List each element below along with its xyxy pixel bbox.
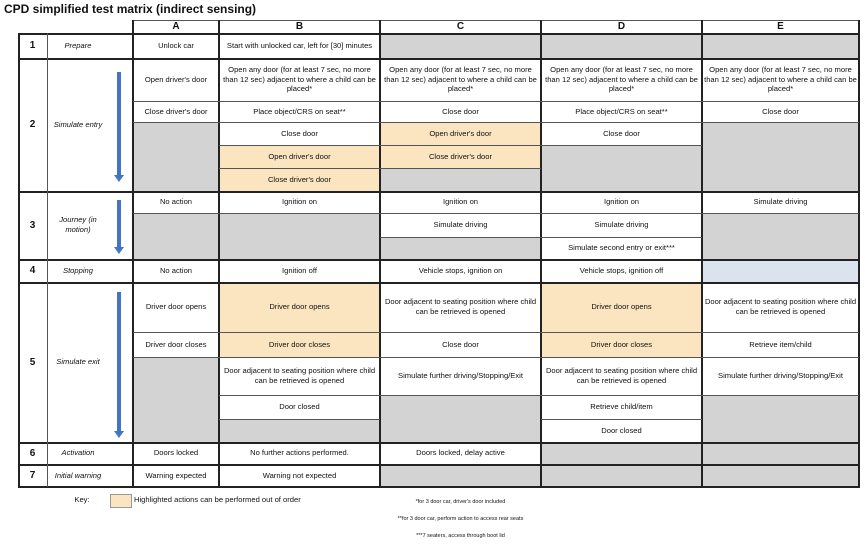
grid-line [133, 332, 859, 333]
cell-4a: No action [159, 265, 193, 275]
cell-3e-empty [702, 213, 859, 259]
cell-4b: Ignition off [282, 265, 317, 275]
row-number-1: 1 [29, 40, 36, 51]
cell-7a: Warning expected [145, 470, 207, 480]
grid-line [219, 419, 380, 420]
grid-line [219, 145, 702, 146]
grid-line [18, 191, 859, 193]
grid-line [540, 20, 542, 488]
grid-line [133, 122, 859, 123]
cell-1c-empty [380, 33, 541, 58]
grid-line [379, 20, 381, 488]
sheet-title: CPD simplified test matrix (indirect sensing) [4, 2, 257, 16]
cell-5b-empty [219, 419, 380, 442]
cell-3d-3: Simulate second entry or exit*** [568, 243, 675, 253]
grid-line [133, 213, 859, 214]
grid-line [133, 101, 859, 102]
cell-5b-2: Driver door closes [219, 332, 380, 357]
cell-3c-2: Simulate driving [433, 220, 488, 230]
cell-5e-1: Door adjacent to seating position where child can be retrieved is opened [704, 297, 857, 316]
cell-5d-4: Retrieve child/item [590, 402, 653, 412]
row-number-3: 3 [29, 219, 36, 231]
down-arrow-icon [114, 72, 124, 182]
column-header-a: A [172, 21, 180, 32]
row-label-journey: Journey (in motion) [59, 215, 97, 234]
cell-4d: Vehicle stops, ignition off [579, 265, 664, 275]
cell-5a-empty [133, 357, 219, 442]
grid-line [133, 357, 859, 358]
cell-7c-empty [380, 464, 541, 487]
cell-5a-1: Driver door opens [145, 302, 207, 312]
row-label-prepare: Prepare [64, 40, 92, 50]
cell-2a-2: Close driver's door [144, 106, 208, 116]
cell-2c-2: Close door [442, 106, 479, 116]
row-label-stopping: Stopping [63, 265, 93, 275]
cell-3a-1: No action [159, 197, 193, 207]
cell-2d-3: Close door [603, 128, 640, 138]
cell-3e-1: Simulate driving [753, 197, 808, 207]
cell-6d-empty [541, 442, 702, 464]
grid-line [219, 395, 859, 396]
cell-1e-empty [702, 33, 859, 58]
cell-2e-1: Open any door (for at least 7 sec, no more than 12 sec) adjacent to where a child can be placed* [704, 64, 857, 94]
down-arrow-icon [114, 292, 124, 438]
column-header-d: D [617, 21, 626, 32]
grid-line [47, 33, 48, 487]
cell-7b: Warning not expected [262, 470, 337, 480]
cell-4e-empty [702, 259, 859, 282]
cell-2b-4: Open driver's door [219, 145, 380, 168]
grid-line [218, 20, 220, 488]
grid-line [133, 20, 859, 21]
grid-line [541, 419, 702, 420]
cell-2b-5: Close driver's door [219, 168, 380, 191]
column-header-b: B [295, 21, 304, 32]
cell-2e-empty [702, 122, 859, 191]
grid-line [701, 20, 703, 488]
cell-3c-empty [380, 237, 541, 259]
cell-3d-2: Simulate driving [594, 220, 649, 230]
cell-5a-2: Driver door closes [145, 339, 207, 349]
grid-line [18, 442, 859, 444]
grid-line [18, 282, 859, 284]
cell-5d-1: Driver door opens [541, 282, 702, 332]
cell-6e-empty [702, 442, 859, 464]
cell-2c-3: Open driver's door [380, 122, 541, 145]
row-number-2: 2 [29, 119, 36, 130]
cell-2b-1: Open any door (for at least 7 sec, no more than 12 sec) adjacent to where a child can be placed* [223, 64, 376, 94]
cell-5b-3: Door adjacent to seating position where child can be retrieved is opened [223, 366, 376, 385]
row-number-6: 6 [29, 447, 36, 459]
grid-line [18, 486, 859, 488]
key-highlight-swatch [110, 494, 132, 508]
grid-line [18, 33, 20, 488]
cell-3b-empty [219, 213, 380, 259]
row-label-simulate-exit: Simulate exit [56, 357, 100, 367]
cell-2a-empty [133, 122, 219, 191]
cell-5d-2: Driver door closes [541, 332, 702, 357]
footnote-3: ***7 seaters, access through boot lid [416, 533, 505, 540]
cell-6c: Doors locked, delay active [416, 448, 505, 458]
row-number-5: 5 [29, 356, 36, 368]
cell-5e-2: Retrieve item/child [749, 339, 812, 349]
row-label-simulate-entry: Simulate entry [53, 119, 103, 129]
cell-2d-2: Place object/CRS on seat** [575, 106, 668, 116]
cell-6b: No further actions performed. [250, 448, 349, 458]
cell-5b-4: Door closed [279, 402, 320, 412]
cell-2c-4: Close driver's door [380, 145, 541, 168]
cell-4c: Vehicle stops, ignition on [418, 265, 503, 275]
grid-line [380, 237, 702, 238]
cell-2c-empty [380, 168, 541, 191]
cell-2a-1: Open driver's door [144, 74, 208, 84]
row-label-initial-warning: Initial warning [54, 470, 102, 480]
cell-5e-3: Simulate further driving/Stopping/Exit [718, 371, 843, 381]
cell-5c-1: Door adjacent to seating position where child can be retrieved is opened [384, 297, 537, 316]
cell-5c-2: Close door [442, 339, 479, 349]
cell-6a: Doors locked [153, 448, 199, 458]
footnote-2: **for 3 door car, perform action to access rear seats [397, 516, 524, 523]
column-header-e: E [777, 21, 784, 32]
grid-line [18, 464, 859, 466]
grid-line [18, 58, 859, 60]
cell-1a: Unlock car [158, 40, 194, 50]
row-number-4: 4 [29, 265, 36, 276]
row-number-7: 7 [29, 470, 36, 481]
cell-5b-1: Driver door opens [219, 282, 380, 332]
cell-3a-empty [133, 213, 219, 259]
grid-line [18, 259, 859, 261]
cell-2b-3: Close door [281, 128, 318, 138]
cell-5e-empty [702, 395, 859, 442]
cell-2c-1: Open any door (for at least 7 sec, no more than 12 sec) adjacent to where a child can be placed* [384, 64, 537, 94]
key-description: Highlighted actions can be performed out of order [134, 495, 301, 505]
cell-3c-1: Ignition on [442, 197, 479, 207]
cell-5d-5: Door closed [601, 425, 642, 435]
row-label-activation: Activation [61, 448, 95, 458]
cell-2e-2: Close door [762, 106, 799, 116]
cell-1b: Start with unlocked car, left for [30] minutes [226, 40, 373, 50]
cell-7d-empty [541, 464, 702, 487]
cell-3d-1: Ignition on [603, 197, 640, 207]
down-arrow-icon [114, 200, 124, 254]
cell-2b-2: Place object/CRS on seat** [253, 106, 346, 116]
cell-1d-empty [541, 33, 702, 58]
grid-line [219, 168, 541, 169]
cell-5c-3: Simulate further driving/Stopping/Exit [398, 371, 523, 381]
cell-5d-3: Door adjacent to seating position where child can be retrieved is opened [545, 366, 698, 385]
cell-3b-1: Ignition on [281, 197, 318, 207]
footnote-1: *for 3 door car, driver's door included [415, 499, 506, 506]
key-label: Key: [74, 495, 90, 505]
cell-2d-1: Open any door (for at least 7 sec, no more than 12 sec) adjacent to where a child can be placed* [545, 64, 698, 94]
grid-line [132, 20, 134, 488]
cell-7e-empty [702, 464, 859, 487]
cell-2d-empty [541, 145, 702, 191]
grid-line [858, 20, 860, 488]
column-header-c: C [456, 21, 465, 32]
cell-5c-empty [380, 395, 541, 442]
grid-line [18, 33, 859, 35]
